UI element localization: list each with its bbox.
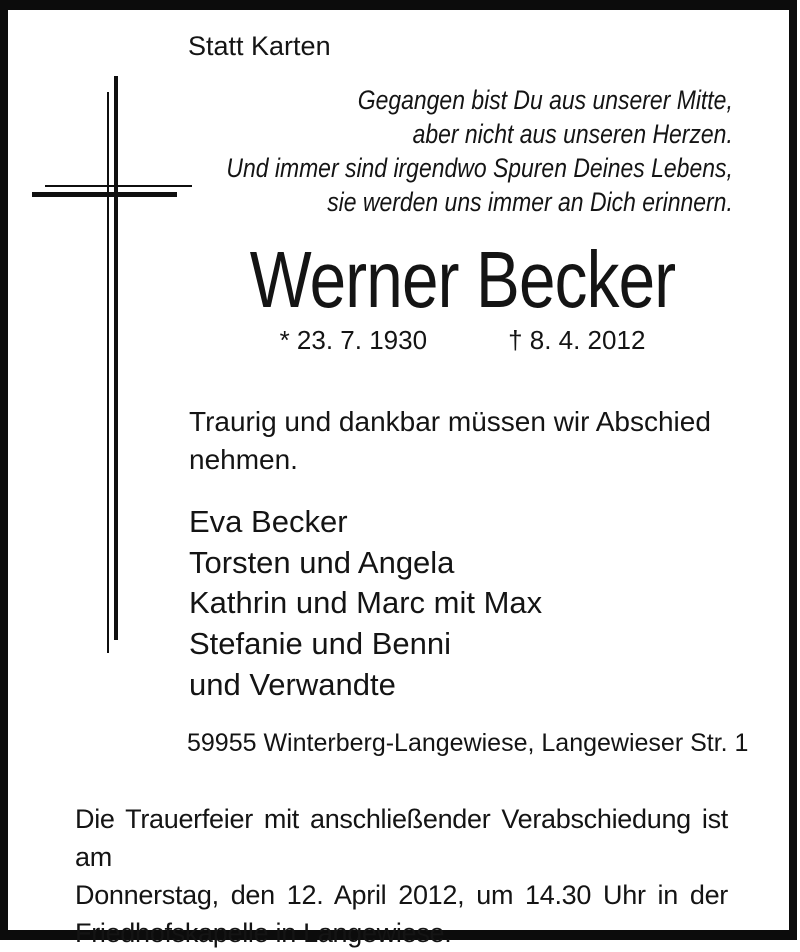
address-line: 59955 Winterberg-Langewiese, Langewieser Str. 1 [187,729,749,757]
funeral-announcement [75,800,728,952]
poem-line: Gegangen bist Du aus unserer Mitte, [357,85,733,115]
mourner-name: Stefanie und Benni [189,626,451,662]
poem-line: aber nicht aus unseren Herzen. [412,119,733,149]
mourner-name: Kathrin und Marc mit Max [189,585,543,621]
birth-date: * 23. 7. 1930 [279,325,428,355]
memorial-poem [227,83,733,219]
condolence-intro [189,403,711,478]
cross-horizontal-thick-line [32,192,177,197]
mourner-name: Torsten und Angela [189,544,455,580]
poem-line: Und immer sind irgendwo Spuren Deines Lebens, [226,153,733,183]
cross-vertical-thin-line [107,92,109,653]
funeral-line: Friedhofskapelle in Langewiese. [75,918,452,948]
poem-line: sie werden uns immer an Dich erinnern. [327,187,733,217]
mourner-name: und Verwandte [189,666,396,702]
intro-line: Traurig und dankbar müssen wir Abschied [189,406,711,437]
deceased-name: Werner Becker [249,235,676,324]
cross-vertical-thick-line [114,76,118,640]
mourners-list [189,502,542,706]
mourner-name: Eva Becker [189,504,348,539]
intro-line: nehmen. [189,443,298,475]
cross-horizontal-thin-line [45,185,192,187]
life-dates [190,326,735,354]
funeral-line: Die Trauerfeier mit anschließender Verabschiedung ist am [75,804,728,872]
death-date: † 8. 4. 2012 [508,325,646,355]
statt-karten-label: Statt Karten [188,31,331,61]
funeral-line: Donnerstag, den 12. April 2012, um 14.30 Uhr in der [75,880,728,910]
